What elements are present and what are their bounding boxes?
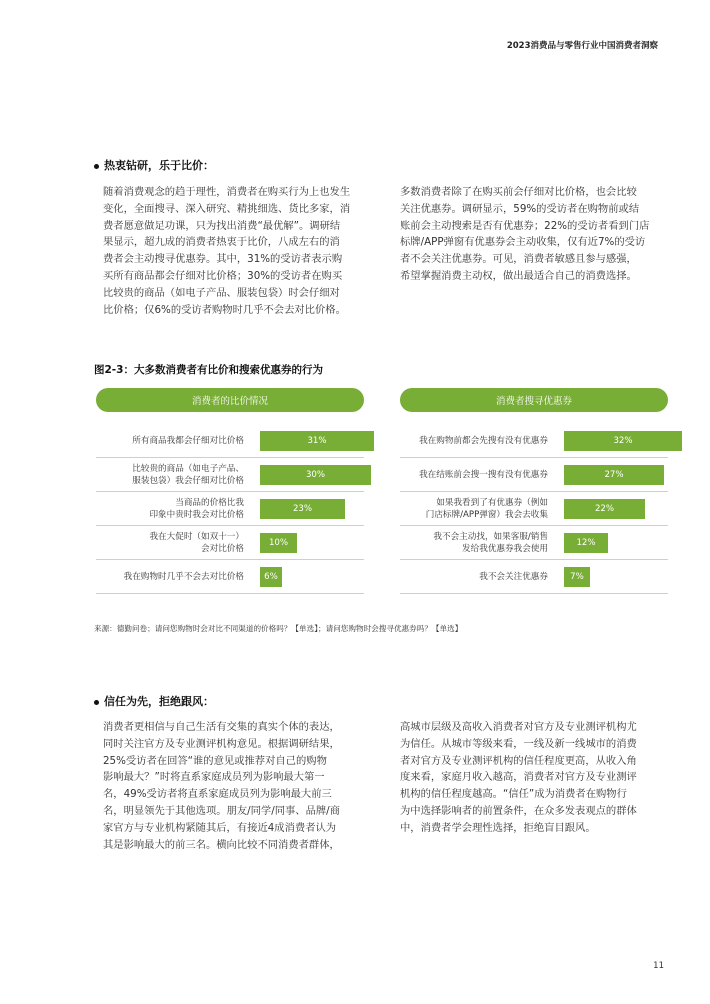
bar-value-label: 7% [570,572,584,582]
text-line: 标牌/APP弹窗有优惠券会主动收集，仅有近7%的受访 [400,236,646,249]
category-label [400,424,548,458]
category-label-line: 发给我优惠券我会使用 [462,544,548,554]
section-title-price-comparison [94,157,214,173]
text-line: 名，49%受访者将直系家庭成员列为影响最大前三 [103,788,332,801]
category-label [400,458,548,492]
bar [260,567,282,587]
bar-value-label: 27% [604,470,624,480]
text-line: 为中选择影响者的前置条件，在众多发表观点的群体 [400,804,637,817]
category-label-line: 门店标牌/APP弹窗）我会去收集 [425,510,548,520]
text-line: 费者会主动搜寻优惠券。其中，31%的受访者表示购 [103,253,343,266]
category-label-line: 所有商品我都会仔细对比价格 [132,436,244,446]
text-line: 随着消费观念的趋于理性，消费者在购买行为上也发生 [103,186,351,198]
section-title-text: 热衷钻研，乐于比价： [104,159,214,172]
bar [260,431,374,451]
bar [564,567,590,587]
category-label-line: 我不会关注优惠券 [479,572,548,582]
bar-value-label: 22% [594,504,615,514]
text-line: 变化，全面搜寻、深入研究、精挑细选、货比多家，消 [103,202,351,215]
text-line: 机构的信任程度越高。“信任”成为消费者在购物行 [400,788,627,801]
bar [260,499,345,519]
bar [260,465,371,485]
chart-header: 消费者搜寻优惠券 [400,388,668,412]
chart-row [96,560,364,594]
category-label [96,458,244,492]
bar [564,533,608,553]
text-line: 买所有商品都会仔细对比价格；30%的受访者在购买 [103,269,343,282]
category-label [96,560,244,594]
chart-row [96,526,364,560]
bar-value-label: 30% [305,470,326,480]
chart-row [400,458,668,492]
category-label-line: 印象中贵时我会对比价格 [149,510,244,520]
text-line: 其是影响最大的前三名。横向比较不同消费者群体， [103,838,340,851]
text-line: 度来看，家庭月收入越高，消费者对官方及专业测评 [400,771,637,784]
paragraph-right [400,184,662,285]
category-label [400,492,548,526]
text-line: 消费者更相信与自己生活有交集的真实个体的表达， [103,721,340,733]
category-label [96,424,244,458]
chart-row [400,526,668,560]
chart-price-comparison [96,388,364,594]
section-title-trust [94,693,214,709]
category-label-line: 如果我看到了有优惠券（例如 [436,498,548,508]
text-line: 费者愿意做足功课，只为找出消费“最优解”。调研结 [103,219,341,232]
figure-title: 图2-3：大多数消费者有比价和搜索优惠券的行为 [94,364,323,376]
text-line: 中，消费者学会理性选择，拒绝盲目跟风。 [400,821,596,834]
chart-rows [96,424,364,594]
chart-row [96,424,364,458]
category-label-line: 当商品的价格比我 [175,498,244,508]
text-line: 比价格；仅6%的受访者购物时几乎不会去对比价格。 [103,303,346,316]
category-label-line: 我在购物时几乎不会去对比价格 [123,572,244,582]
page-number: 11 [653,961,664,971]
chart-row [96,458,364,492]
category-label [400,526,548,560]
category-label-line: 我在大促时（如双十一） [149,532,244,542]
bullet-dot [94,164,99,169]
chart-header: 消费者的比价情况 [96,388,364,412]
bar-value-label: 32% [613,436,633,446]
bar-value-label: 10% [268,538,289,548]
text-line: 多数消费者除了在购买前会仔细对比价格，也会比较 [400,186,637,198]
text-line: 家官方与专业机构紧随其后，有接近4成消费者认为 [103,821,337,834]
text-line: 者对官方及专业测评机构的信任程度更高，从收入角 [400,754,637,767]
chart-row [400,424,668,458]
text-line: 果显示，超九成的消费者热衷于比价，八成左右的消 [103,236,340,249]
bullet-dot [94,700,99,705]
category-label-line: 我在购物前都会先搜有没有优惠券 [419,436,548,446]
chart-rows [400,424,668,594]
category-label [96,492,244,526]
category-label [96,526,244,560]
paragraph-left [103,184,365,318]
category-label-line: 会对比价格 [201,544,244,554]
section-title-text: 信任为先，拒绝跟风： [104,695,214,708]
bar [260,533,297,553]
row-divider [96,593,364,594]
text-line: 25%受访者在回答“谁的意见或推荐对自己的购物 [103,754,327,767]
text-line: 高城市层级及高收入消费者对官方及专业测评机构尤 [400,721,637,733]
bar [564,499,645,519]
bar [564,465,664,485]
row-divider [400,593,668,594]
bar-value-label: 6% [264,572,278,582]
text-line: 关注优惠券。调研显示，59%的受访者在购物前或结 [400,202,640,215]
category-label-line: 服装包袋）我会仔细对比价格 [132,476,244,486]
category-label [400,560,548,594]
text-line: 影响最大？”时将直系家庭成员列为影响最大第一 [103,771,325,784]
chart-row [400,492,668,526]
bar-value-label: 12% [576,538,596,548]
text-line: 比较贵的商品（如电子产品、服装包袋）时会仔细对 [103,286,340,299]
chart-row [400,560,668,594]
text-line: 者不会关注优惠券。可见，消费者敏感且参与感强， [400,253,637,266]
bar-value-label: 31% [307,436,327,446]
text-line: 同时关注官方及专业测评机构意见。根据调研结果， [103,737,340,750]
bar-value-label: 23% [292,504,313,514]
chart-row [96,492,364,526]
category-label-line: 我在结账前会搜一搜有没有优惠券 [419,470,548,480]
chart-coupon-search [400,388,668,594]
text-line: 账前会主动搜索是否有优惠券；22%的受访者看到门店 [400,219,650,232]
running-header: 2023消费品与零售行业中国消费者洞察 [506,41,658,51]
source-note: 来源：德勤问卷；请问您购物时会对比不同渠道的价格吗？【单选】；请问您购物时会搜寻优惠券吗？【单选】 [94,624,463,633]
paragraph-left [103,719,365,853]
text-line: 名，明显领先于其他选项。朋友/同学/同事、品牌/商 [103,804,340,817]
category-label-line: 比较贵的商品（如电子产品、 [132,464,244,474]
bar [564,431,682,451]
paragraph-right [400,719,662,837]
text-line: 希望掌握消费主动权，做出最适合自己的消费选择。 [400,269,637,282]
category-label-line: 我不会主动找，如果客服/销售 [433,532,548,542]
text-line: 为信任。从城市等级来看，一线及新一线城市的消费 [400,737,637,750]
